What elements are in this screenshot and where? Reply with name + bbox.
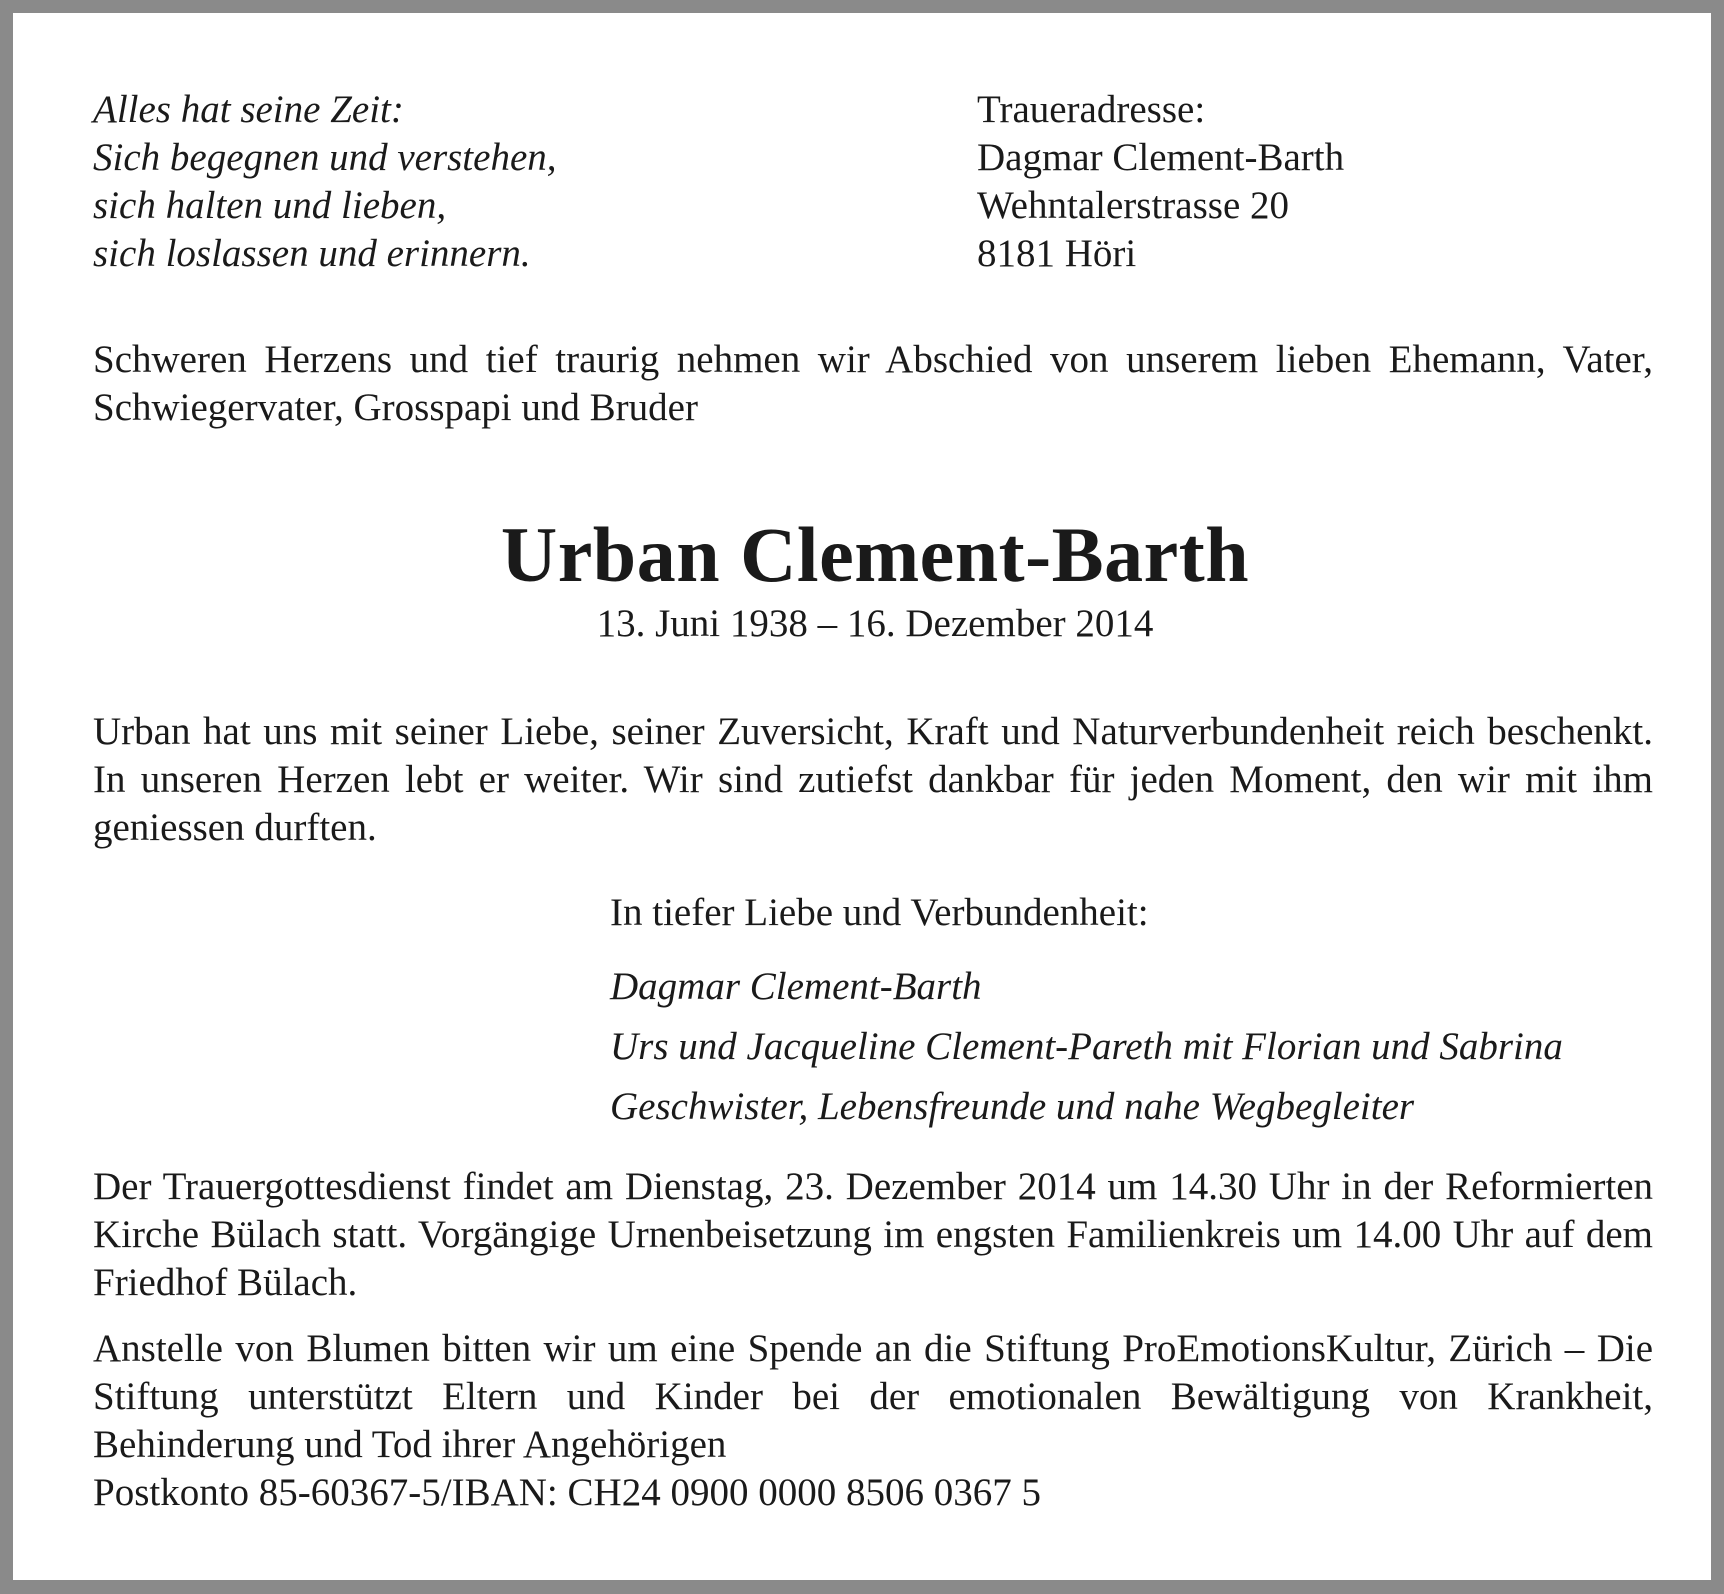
deceased-name: Urban Clement-Barth: [500, 511, 1250, 598]
service-paragraph: Der Trauergottesdienst findet am Dienstag, 23. Dezember 2014 um 14.30 Uhr in der Reformierten Kirche Bülach statt. Vorgängige Urnenbeisetzung im engsten Familienkreis um 14.00 Uhr auf dem Friedhof Bülach.: [93, 1165, 1653, 1304]
mourner-entry: Geschwister, Lebensfreunde und nahe Wegbegleiter: [610, 1085, 1415, 1128]
motto-line: sich loslassen und erinnern.: [93, 232, 531, 275]
address-city: 8181 Höri: [977, 232, 1137, 275]
life-dates: 13. Juni 1938 – 16. Dezember 2014: [596, 602, 1154, 645]
motto-line: Sich begegnen und verstehen,: [93, 136, 557, 179]
donation-text: Anstelle von Blumen bitten wir um eine Spende an die Stiftung ProEmotionsKultur, Zürich – Die Stiftung unterstützt Eltern und Kinder bei der emotionalen Bewältigung von Krankheit, Behinderung und Tod ihrer Angehörigen: [93, 1327, 1653, 1466]
mourners-list: [610, 957, 1563, 1137]
motto-verse: [93, 86, 557, 278]
tribute-paragraph: Urban hat uns mit seiner Liebe, seiner Zuversicht, Kraft und Naturverbundenheit reich beschenkt. In unseren Herzen lebt er weiter. Wir sind zutiefst dankbar für jeden Moment, den wir mit ihm geniessen durften.: [93, 710, 1653, 849]
mourning-address: [977, 86, 1344, 278]
address-label: Traueradresse:: [977, 88, 1206, 131]
address-name: Dagmar Clement-Barth: [977, 136, 1345, 179]
donation-section: [93, 1325, 1653, 1517]
donation-account: Postkonto 85-60367-5/IBAN: CH24 0900 0000 8506 0367 5: [93, 1471, 1041, 1514]
intro-paragraph: Schweren Herzens und tief traurig nehmen wir Abschied von unserem lieben Ehemann, Vater, Schwiegervater, Grosspapi und Bruder: [93, 338, 1653, 429]
mourner-entry: Dagmar Clement-Barth: [610, 965, 982, 1008]
motto-line: sich halten und lieben,: [93, 184, 447, 227]
signoff-line: In tiefer Liebe und Verbundenheit:: [610, 891, 1149, 934]
obituary-notice: [13, 13, 1711, 1580]
motto-line: Alles hat seine Zeit:: [93, 88, 404, 131]
address-street: Wehntalerstrasse 20: [977, 184, 1289, 227]
mourner-entry: Urs und Jacqueline Clement-Pareth mit Florian und Sabrina: [610, 1025, 1563, 1068]
